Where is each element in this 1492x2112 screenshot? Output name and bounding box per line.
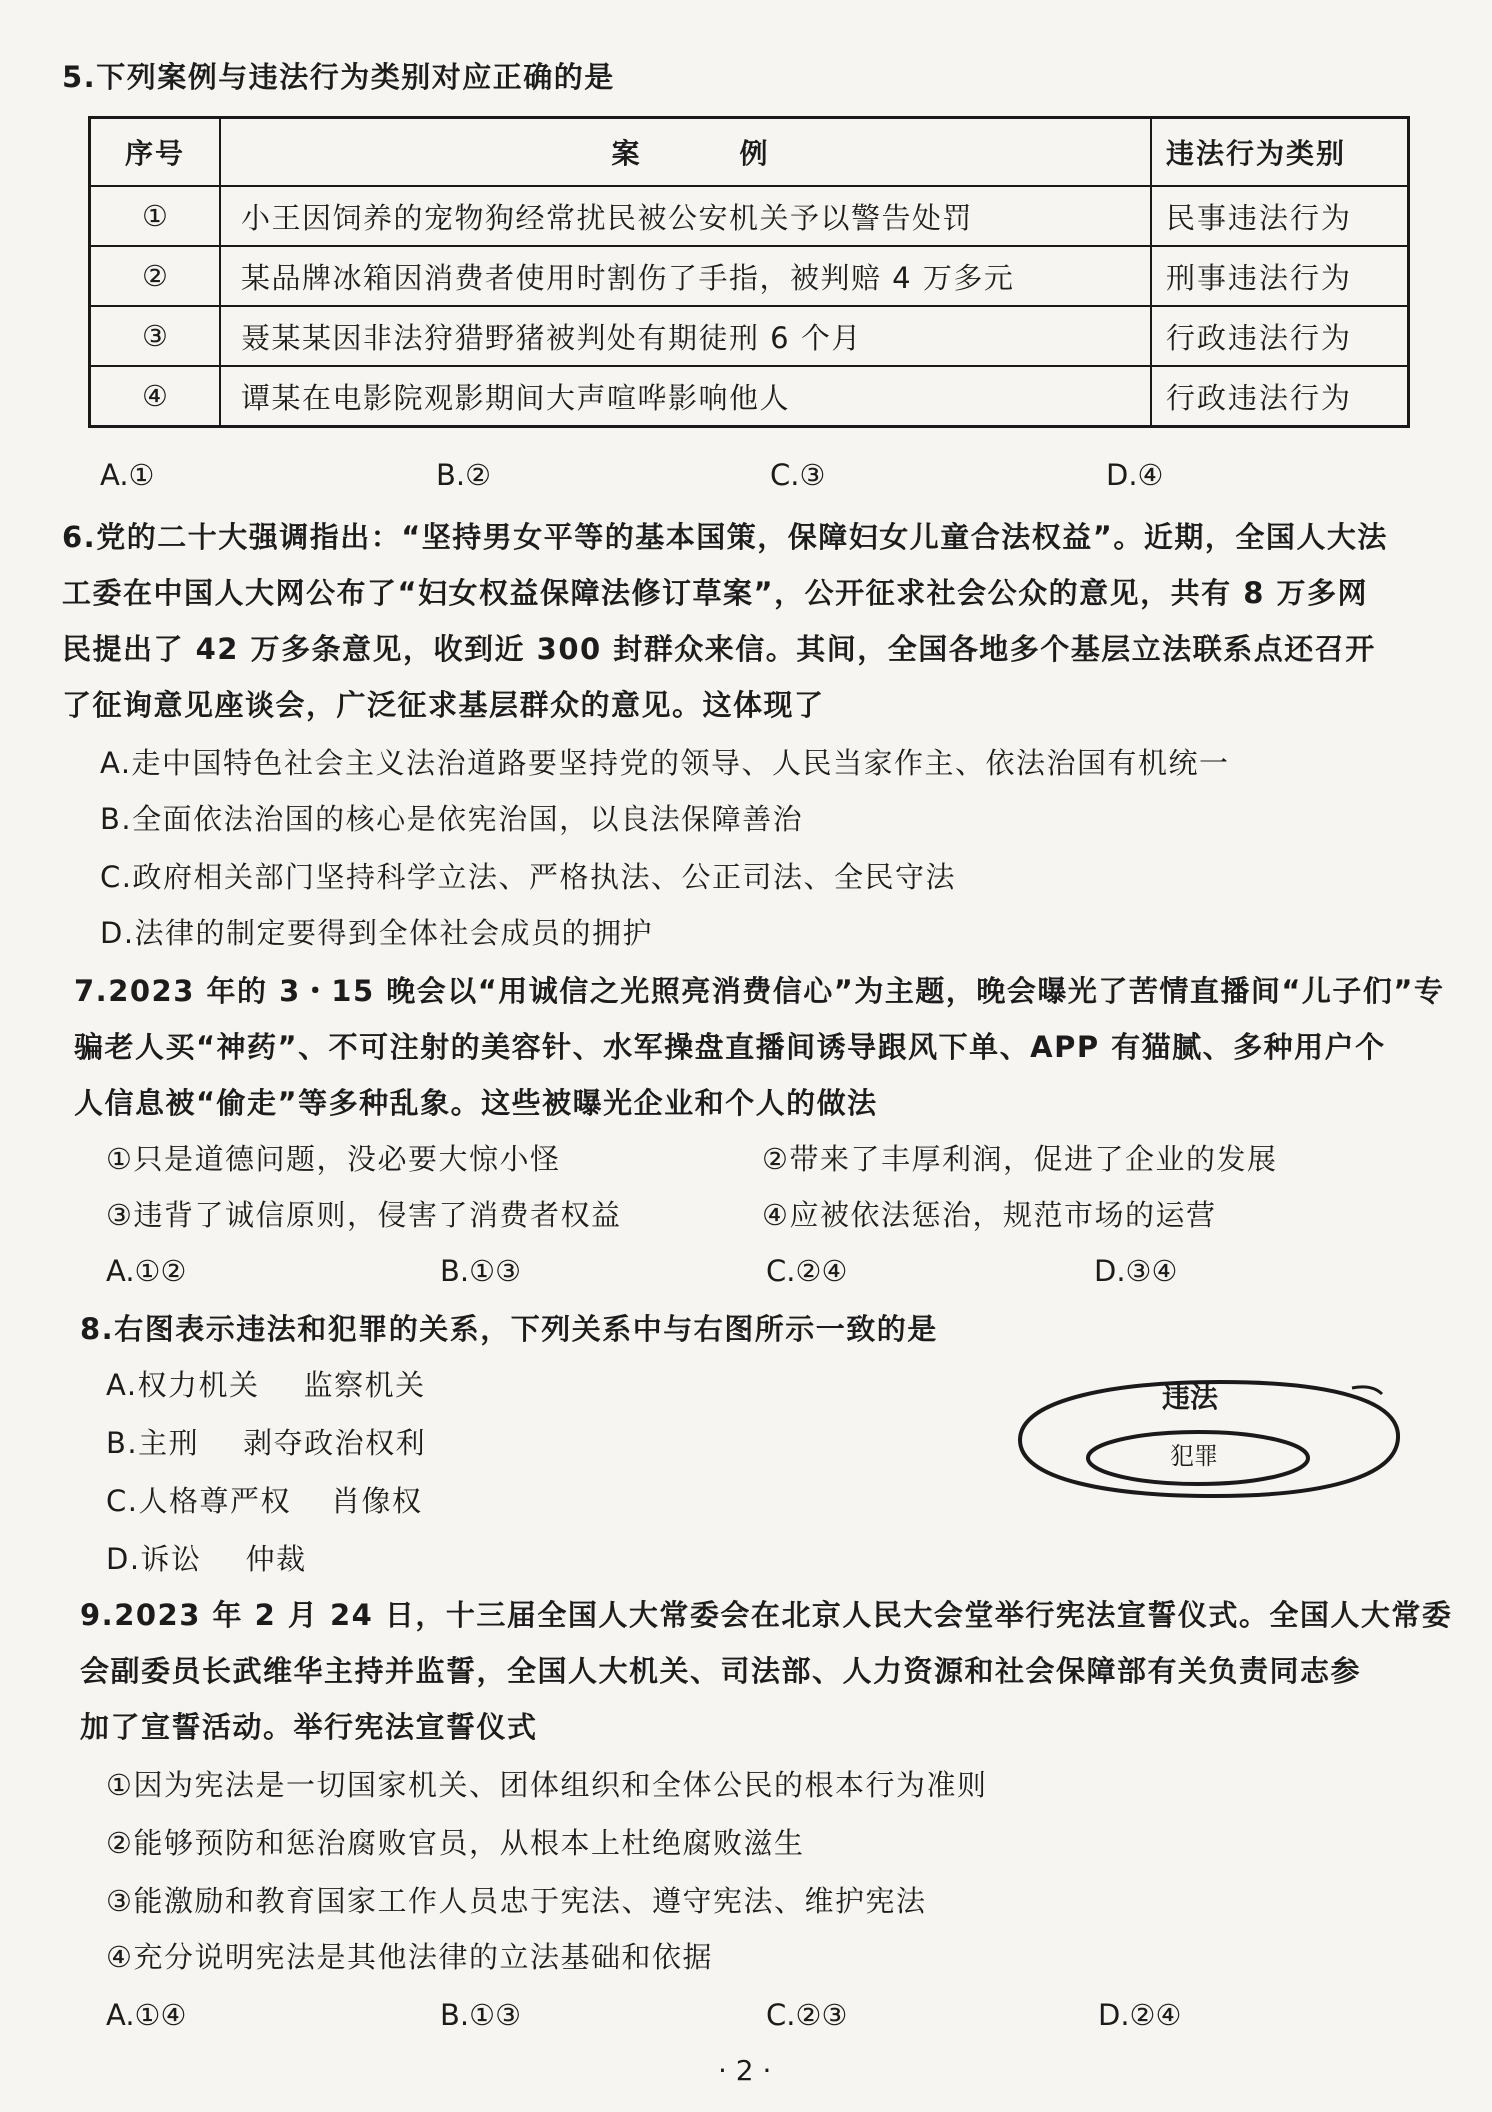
table-row (90, 366, 1409, 427)
q5-table (88, 116, 1410, 428)
q9-option-d[interactable]: D.②④ (1098, 1998, 1182, 2032)
q7-option-d[interactable]: D.③④ (1094, 1254, 1178, 1288)
row-num: ④ (90, 366, 220, 427)
q9-statement-4: ④充分说明宪法是其他法律的立法基础和依据 (106, 1940, 713, 1974)
q6-stem-line-1: 6.党的二十大强调指出：“坚持男女平等的基本国策，保障妇女儿童合法权益”。近期，全国人大法 (62, 520, 1388, 554)
row-category: 行政违法行为 (1151, 366, 1408, 427)
row-case: 聂某某因非法狩猎野猪被判处有期徒刑 6 个月 (220, 306, 1151, 366)
row-num: ① (90, 186, 220, 246)
page-number: · 2 · (718, 2054, 772, 2087)
table-row (90, 246, 1409, 306)
header-num: 序号 (90, 118, 220, 187)
q7-option-a[interactable]: A.①② (106, 1254, 187, 1288)
q9-stem-line-1: 9.2023 年 2 月 24 日，十三届全国人大常委会在北京人民大会堂举行宪法宣誓仪式。全国人大常委 (80, 1598, 1453, 1632)
q5-option-a[interactable]: A.① (100, 458, 155, 492)
q6-option-d[interactable]: D.法律的制定要得到全体社会成员的拥护 (100, 916, 654, 950)
q7-statement-3: ③违背了诚信原则，侵害了消费者权益 (106, 1198, 622, 1232)
q8-option-d-pair: 仲裁 (245, 1542, 307, 1576)
q9-option-b[interactable]: B.①③ (440, 1998, 522, 2032)
row-case: 小王因饲养的宠物狗经常扰民被公安机关予以警告处罚 (220, 186, 1151, 246)
header-category: 违法行为类别 (1151, 118, 1408, 187)
q9-option-c[interactable]: C.②③ (766, 1998, 848, 2032)
row-num: ② (90, 246, 220, 306)
q6-stem-line-3: 民提出了 42 万多条意见，收到近 300 封群众来信。其间，全国各地多个基层立法联系点还召开 (62, 632, 1376, 666)
q8-option-b-pair: 剥夺政治权利 (243, 1426, 427, 1460)
q9-stem-line-2: 会副委员长武维华主持并监誓，全国人大机关、司法部、人力资源和社会保障部有关负责同志参 (80, 1654, 1362, 1688)
q8-option-d[interactable] (106, 1540, 307, 1578)
q8-option-a[interactable] (106, 1366, 426, 1404)
q7-stem-line-3: 人信息被“偷走”等多种乱象。这些被曝光企业和个人的做法 (74, 1086, 878, 1120)
q9-statement-2: ②能够预防和惩治腐败官员，从根本上杜绝腐败滋生 (106, 1826, 805, 1860)
header-case-b: 例 (739, 137, 768, 170)
row-category: 民事违法行为 (1151, 186, 1408, 246)
q5-stem: 5.下列案例与违法行为类别对应正确的是 (62, 60, 615, 94)
q8-option-c[interactable] (106, 1482, 422, 1520)
row-num: ③ (90, 306, 220, 366)
q8-option-b[interactable] (106, 1424, 426, 1462)
table-header-row (90, 118, 1409, 187)
q9-stem-line-3: 加了宣誓活动。举行宪法宣誓仪式 (80, 1710, 538, 1744)
row-category: 刑事违法行为 (1151, 246, 1408, 306)
q9-statement-3: ③能激励和教育国家工作人员忠于宪法、遵守宪法、维护宪法 (106, 1884, 927, 1918)
q7-stem-line-1: 7.2023 年的 3・15 晚会以“用诚信之光照亮消费信心”为主题，晚会曝光了苦情直播间“儿子们”专 (74, 974, 1445, 1008)
header-case (220, 118, 1151, 187)
q8-option-d-label: D.诉讼 (106, 1542, 202, 1576)
q8-stem: 8.右图表示违法和犯罪的关系，下列关系中与右图所示一致的是 (80, 1312, 938, 1346)
q9-option-a[interactable]: A.①④ (106, 1998, 187, 2032)
q6-stem-line-2: 工委在中国人大网公布了“妇女权益保障法修订草案”，公开征求社会公众的意见，共有 8 万多网 (62, 576, 1368, 610)
row-case: 某品牌冰箱因消费者使用时割伤了手指，被判赔 4 万多元 (220, 246, 1151, 306)
diagram-outer-label: 违法 (1162, 1381, 1219, 1414)
q8-option-a-pair: 监察机关 (303, 1368, 426, 1402)
outer-ellipse-tail (1352, 1387, 1382, 1394)
q5-option-d[interactable]: D.④ (1106, 458, 1164, 492)
q7-option-b[interactable]: B.①③ (440, 1254, 522, 1288)
q5-option-c[interactable]: C.③ (770, 458, 826, 492)
row-case: 谭某在电影院观影期间大声喧哗影响他人 (220, 366, 1151, 427)
q9-statement-1: ①因为宪法是一切国家机关、团体组织和全体公民的根本行为准则 (106, 1768, 988, 1802)
q8-option-b-label: B.主刑 (106, 1426, 200, 1460)
q7-statement-4: ④应被依法惩治，规范市场的运营 (762, 1198, 1217, 1232)
table-row (90, 186, 1409, 246)
diagram-inner-label: 犯罪 (1170, 1442, 1218, 1470)
q6-stem-line-4: 了征询意见座谈会，广泛征求基层群众的意见。这体现了 (62, 688, 825, 722)
q6-option-b[interactable]: B.全面依法治国的核心是依宪治国，以良法保障善治 (100, 802, 804, 836)
q7-statement-2: ②带来了丰厚利润，促进了企业的发展 (762, 1142, 1278, 1176)
table-row (90, 306, 1409, 366)
q7-stem-line-2: 骗老人买“神药”、不可注射的美容针、水军操盘直播间诱导跟风下单、APP 有猫腻、多种用户个 (74, 1030, 1386, 1064)
q6-option-c[interactable]: C.政府相关部门坚持科学立法、严格执法、公正司法、全民守法 (100, 860, 956, 894)
q7-option-c[interactable]: C.②④ (766, 1254, 848, 1288)
header-case-a: 案 (611, 137, 640, 170)
q8-option-a-label: A.权力机关 (106, 1368, 260, 1402)
q8-option-c-label: C.人格尊严权 (106, 1484, 291, 1518)
row-category: 行政违法行为 (1151, 306, 1408, 366)
q5-option-b[interactable]: B.② (436, 458, 492, 492)
q7-statement-1: ①只是道德问题，没必要大惊小怪 (106, 1142, 561, 1176)
q8-option-c-pair: 肖像权 (330, 1484, 423, 1518)
q6-option-a[interactable]: A.走中国特色社会主义法治道路要坚持党的领导、人民当家作主、依法治国有机统一 (100, 746, 1230, 780)
q8-diagram (1000, 1370, 1420, 1510)
